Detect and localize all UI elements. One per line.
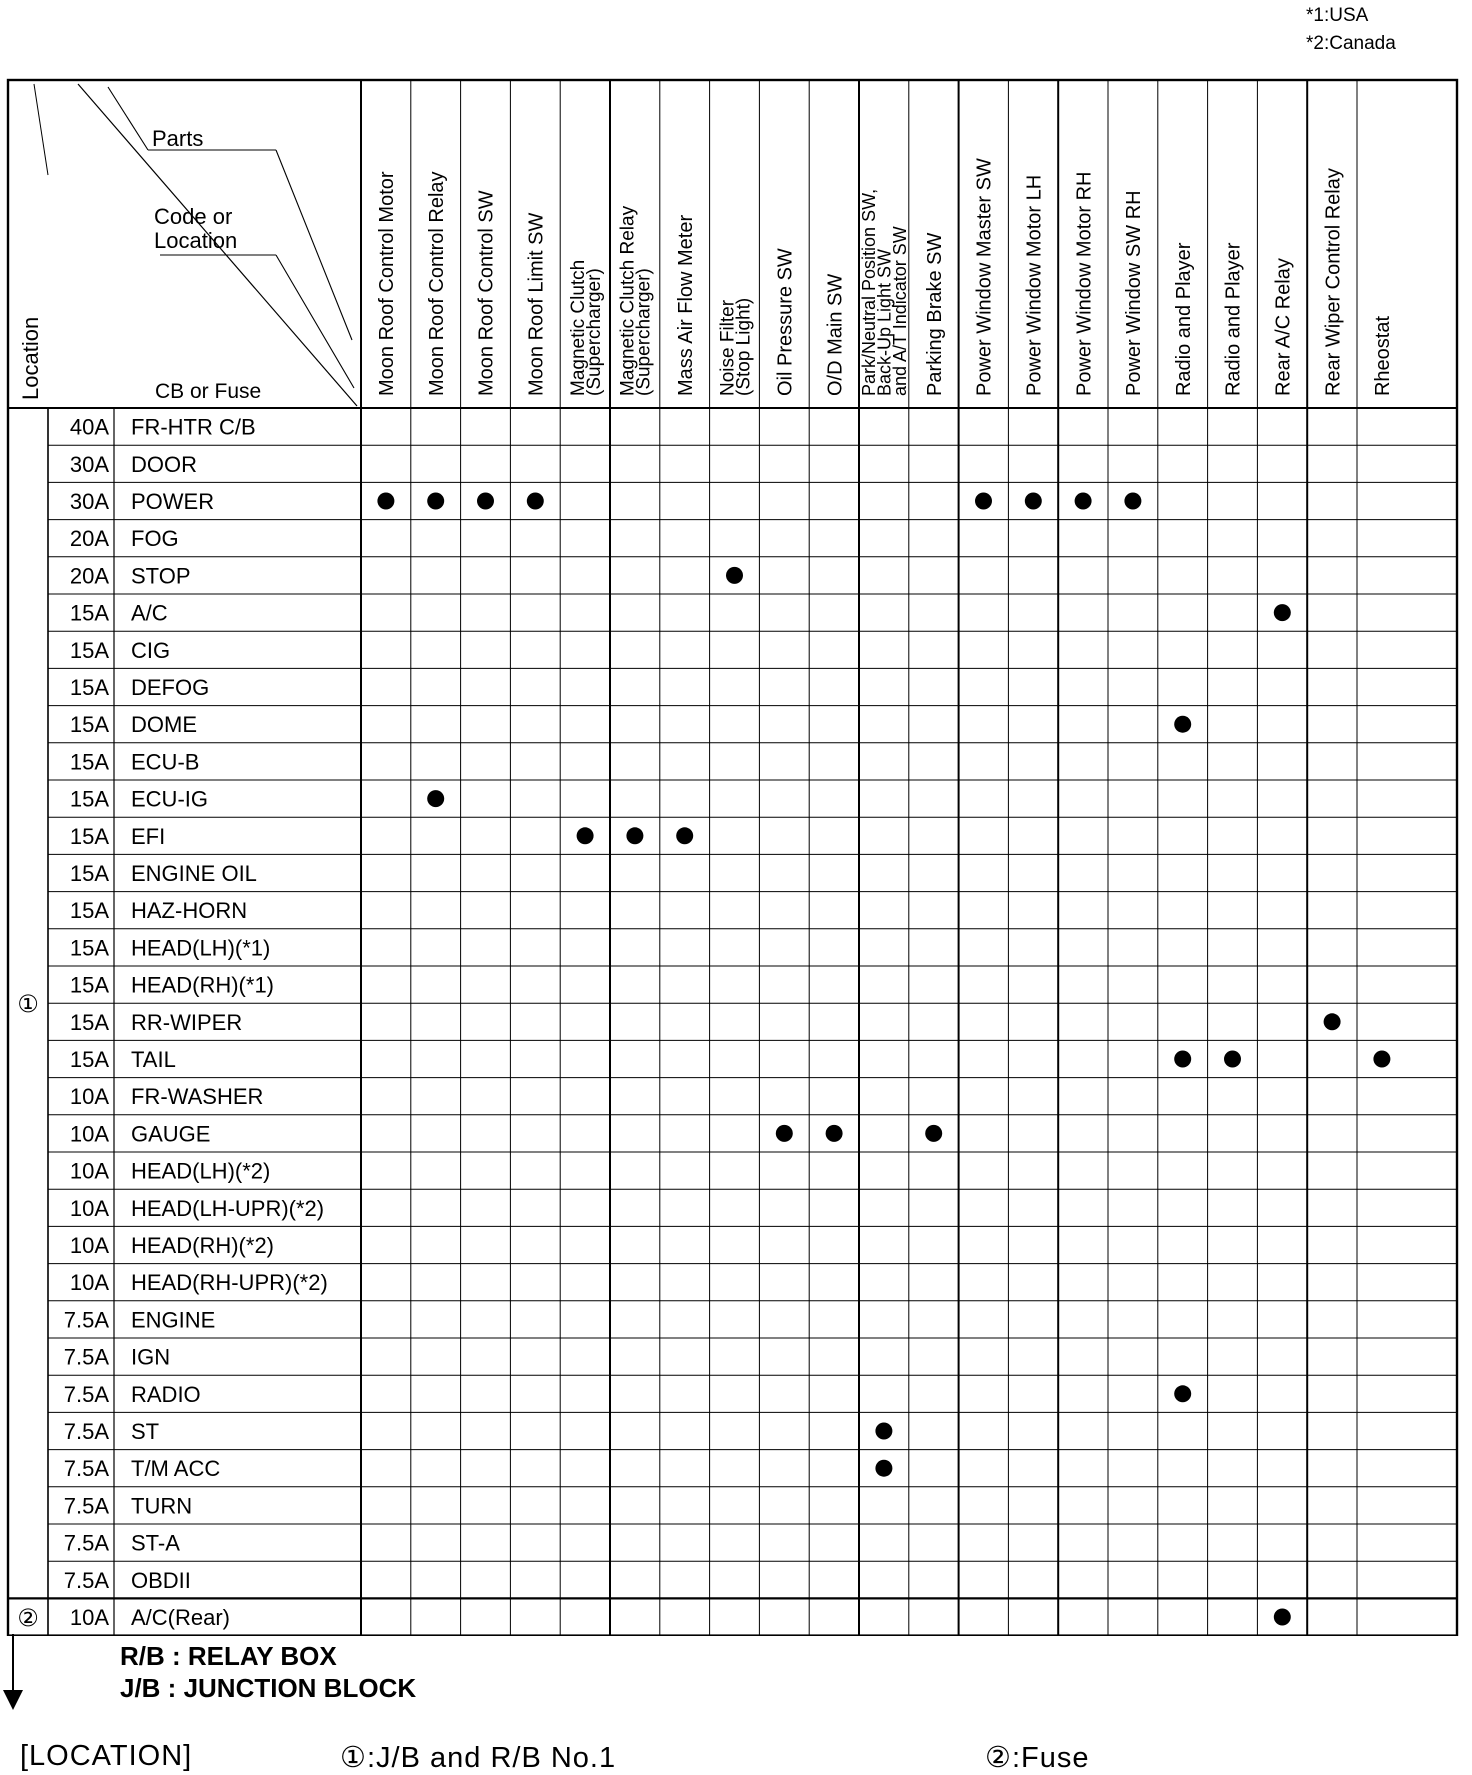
fuse-rating: 15A [69, 1009, 109, 1035]
fuse-name: ENGINE [131, 1307, 216, 1333]
fuse-rating: 15A [69, 749, 109, 775]
legend [120, 1640, 416, 1704]
parts-label: Parts [152, 126, 204, 151]
fuse-rating: 10A [69, 1195, 109, 1221]
fuse-name: IGN [131, 1344, 171, 1370]
connection-dot [875, 1460, 892, 1477]
part-name-label: and A/T Indicator SW [889, 226, 910, 396]
fuse-name: T/M ACC [131, 1456, 221, 1482]
header-leader-line [276, 255, 354, 388]
fuse-name: CIG [131, 637, 171, 663]
fuse-rating: 15A [69, 972, 109, 998]
fuse-name: FR-WASHER [131, 1084, 264, 1110]
fuse-name: A/C(Rear) [131, 1605, 231, 1630]
part-name-label: O/D Main SW [824, 273, 847, 396]
legend-junction-block: J/B : JUNCTION BLOCK [120, 1673, 417, 1703]
fuse-rating: 15A [69, 823, 109, 849]
fuse-rating: 30A [69, 489, 109, 514]
location-1-description: ①:J/B and R/B No.1 [340, 1742, 617, 1774]
connection-dot [377, 493, 394, 510]
part-name-label: Park/Neutral Position SW, [858, 188, 879, 396]
connection-dot [477, 493, 494, 510]
fuse-rating: 7.5A [63, 1419, 109, 1444]
connection-dot [1124, 493, 1141, 510]
fuse-name: HEAD(RH-UPR)(*2) [131, 1270, 328, 1296]
fuse-rating: 7.5A [63, 1567, 109, 1593]
connection-dot [1274, 604, 1291, 621]
fuse-name: OBDII [131, 1567, 191, 1593]
connection-dot [1174, 716, 1191, 733]
part-name-label: Power Window Master SW [973, 158, 996, 396]
part-name-label: Rheostat [1372, 315, 1395, 396]
part-name-label: Back-Up Light SW [874, 248, 895, 396]
fuse-name: ST [131, 1419, 160, 1444]
fuse-rating: 7.5A [63, 1456, 109, 1482]
part-name-label: (Stop Light) [733, 297, 755, 396]
fuse-name: TAIL [131, 1047, 176, 1072]
fuse-name: HEAD(LH)(*1) [131, 935, 271, 961]
part-name-label: (Supercharger) [583, 268, 605, 396]
down-arrow-icon [3, 1690, 23, 1710]
fuse-name: RADIO [131, 1381, 201, 1407]
part-name-label: Noise Filter [717, 299, 739, 396]
part-name-label: Moon Roof Limit SW [525, 212, 548, 396]
part-name-label: Power Window SW RH [1123, 190, 1146, 396]
fuse-rating: 10A [69, 1233, 109, 1258]
part-name-label: Radio and Player [1222, 242, 1245, 396]
fuse-rating: 15A [69, 712, 109, 738]
connection-dot [975, 493, 992, 510]
connection-dot [1025, 493, 1042, 510]
location-title: [LOCATION] [20, 1740, 193, 1772]
fuse-name: DEFOG [131, 675, 210, 700]
fuse-name: POWER [131, 489, 215, 514]
fuse-rating: 10A [69, 1270, 109, 1296]
fuse-name: GAUGE [131, 1121, 211, 1147]
location-arrow-line [12, 1634, 14, 1694]
fuse-rating: 15A [69, 637, 109, 663]
fuse-rating: 10A [69, 1605, 109, 1630]
connection-dot [875, 1423, 892, 1440]
fuse-name: EFI [131, 823, 166, 849]
connection-dot [626, 827, 643, 844]
connection-dot [1075, 493, 1092, 510]
fuse-name: ECU-IG [131, 786, 208, 812]
part-name-label: Power Window Motor RH [1073, 171, 1096, 396]
connection-dot [1174, 1385, 1191, 1402]
connection-dot [527, 493, 544, 510]
fuse-name: ENGINE OIL [131, 861, 257, 886]
fuse-name: TURN [131, 1493, 193, 1519]
connection-dot [577, 827, 594, 844]
note-canada: *2:Canada [1306, 33, 1396, 54]
fuse-rating: 10A [69, 1084, 109, 1110]
part-name-label: Rear A/C Relay [1272, 258, 1295, 396]
part-name-label: Rear Wiper Control Relay [1322, 168, 1345, 396]
fuse-rating: 10A [69, 1158, 109, 1184]
fuse-rating: 7.5A [63, 1493, 109, 1519]
location-2-description: ②:Fuse [985, 1742, 1090, 1774]
fuse-rating: 15A [69, 675, 109, 700]
fuse-name: HEAD(RH)(*1) [131, 972, 274, 998]
connection-dot [826, 1125, 843, 1142]
fuse-rating: 7.5A [63, 1344, 109, 1370]
fuse-name: ECU-B [131, 749, 200, 775]
header-leader-line [276, 150, 352, 340]
connection-dot [1224, 1051, 1241, 1068]
connection-dot [676, 827, 693, 844]
fuse-rating: 20A [69, 526, 109, 552]
connection-dot [427, 790, 444, 807]
location-group-label: ② [17, 1605, 39, 1632]
fuse-name: ST-A [131, 1530, 180, 1556]
location-label: Location [154, 228, 238, 253]
fuse-rating: 15A [69, 1047, 109, 1072]
part-name-label: Radio and Player [1172, 242, 1195, 396]
part-name-label: (Supercharger) [633, 268, 655, 396]
fuse-rating: 15A [69, 600, 109, 626]
header-diagonal-line [34, 84, 48, 175]
connection-dot [726, 567, 743, 584]
note-usa: *1:USA [1306, 5, 1369, 26]
fuse-name: DOOR [131, 451, 197, 477]
connection-dot [1373, 1051, 1390, 1068]
part-name-label: Moon Roof Control Relay [425, 171, 448, 396]
fuse-rating: 40A [69, 414, 109, 440]
connection-dot [1174, 1051, 1191, 1068]
fuse-name: HEAD(LH)(*2) [131, 1158, 271, 1184]
fuse-name: RR-WIPER [131, 1009, 243, 1035]
header-leader-line [108, 87, 148, 150]
part-name-label: Moon Roof Control Motor [376, 171, 399, 396]
part-name-label: Magnetic Clutch Relay [617, 205, 639, 396]
connection-dot [1274, 1609, 1291, 1626]
fuse-rating: 7.5A [63, 1381, 109, 1407]
legend-relay-box: R/B : RELAY BOX [120, 1641, 337, 1671]
part-name-label: Moon Roof Control SW [475, 190, 498, 396]
location-header: Location [18, 316, 43, 400]
fuse-name: A/C [131, 600, 168, 626]
fuse-name: FR-HTR C/B [131, 414, 256, 440]
fuse-rating: 15A [69, 861, 109, 886]
fuse-rating: 15A [69, 898, 109, 924]
part-name-label: Power Window Motor LH [1023, 174, 1046, 396]
fuse-rating: 15A [69, 786, 109, 812]
cb-fuse-label: CB or Fuse [155, 380, 262, 403]
fuse-name: HEAD(RH)(*2) [131, 1233, 274, 1258]
connection-dot [1324, 1013, 1341, 1030]
part-name-label: Oil Pressure SW [774, 248, 797, 396]
part-name-label: Magnetic Clutch [567, 259, 589, 396]
part-name-label: Parking Brake SW [923, 232, 946, 396]
connection-dot [925, 1125, 942, 1142]
fuse-name: HAZ-HORN [131, 898, 248, 924]
fuse-name: DOME [131, 712, 197, 738]
location-group-label: ① [17, 991, 39, 1019]
connection-dot [776, 1125, 793, 1142]
part-name-label: Mass Air Flow Meter [674, 214, 697, 396]
fuse-rating: 10A [69, 1121, 109, 1147]
fuse-name: HEAD(LH-UPR)(*2) [131, 1195, 325, 1221]
fuse-rating: 15A [69, 935, 109, 961]
fuse-rating: 7.5A [63, 1307, 109, 1333]
fuse-name: FOG [131, 526, 179, 552]
connection-dot [427, 493, 444, 510]
fuse-rating: 20A [69, 563, 109, 589]
code-label: Code or [154, 204, 233, 229]
fuse-rating: 7.5A [63, 1530, 109, 1556]
fuse-name: STOP [131, 563, 191, 589]
fuse-rating: 30A [69, 451, 109, 477]
